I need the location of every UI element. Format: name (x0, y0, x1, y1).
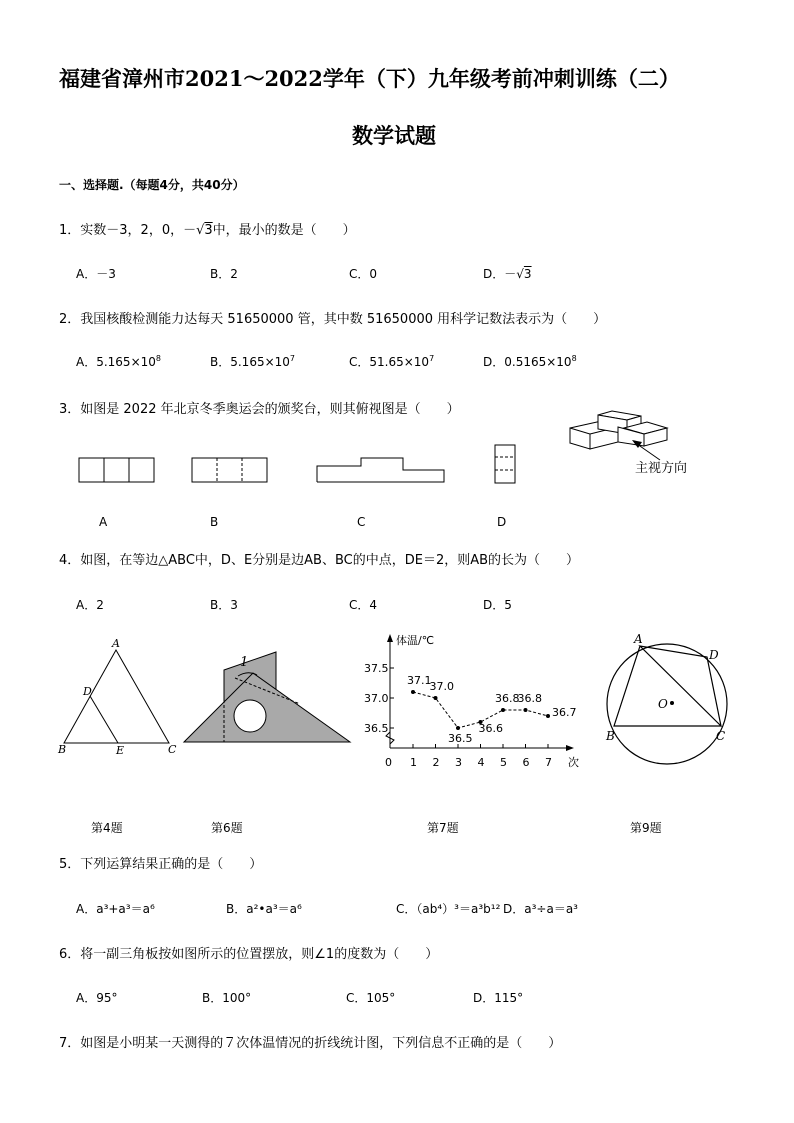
q2-option-b-exp: 7 (289, 354, 296, 363)
view-direction-label: 主视方向 (635, 461, 688, 476)
q1-option-d-prefix: D．－ (483, 267, 517, 281)
q5-option-a: A．a³+a³＝a⁶ (76, 902, 155, 916)
question-6: 6．将一副三角板按如图所示的位置摆放，则∠1的度数为（ ） (59, 947, 439, 962)
x-tick-label: 7 (545, 756, 552, 769)
q4-option-b: B．3 (210, 598, 238, 612)
data-point (546, 714, 550, 718)
q1-option-b: B．2 (210, 267, 238, 281)
x-tick-label: 2 (432, 756, 440, 769)
y-tick-label: 37.5 (364, 662, 389, 675)
fig4-label-d: D (83, 685, 92, 698)
q4-option-c: C．4 (349, 598, 378, 612)
page-subtitle: 数学试题 (352, 123, 436, 148)
question-1-text-a: 1．实数－3，2，0，－ (59, 223, 197, 238)
sqrt3-symbol: √3 (516, 267, 532, 281)
data-point (501, 708, 505, 712)
q6-option-d: D．115° (473, 991, 524, 1005)
q3-option-b-figure (192, 458, 267, 482)
fig9-label-a: A (634, 632, 643, 646)
fig4-label-c: C (168, 743, 177, 756)
data-label: 36.6 (478, 722, 503, 735)
q5-option-c: C．（ab⁴）³＝a³b¹² (396, 902, 501, 916)
figures-row (0, 630, 794, 770)
fig6-caption: 第6题 (211, 821, 243, 835)
q2-option-a (76, 353, 161, 370)
q2-option-c-exp: 7 (429, 354, 435, 363)
fig7-line-chart (364, 633, 579, 769)
sqrt3-symbol: √3 (196, 223, 213, 238)
q2-option-a-base: A．5.165×10 (76, 355, 156, 369)
q3-option-a-figure (79, 458, 154, 482)
fig4-label-b: B (58, 743, 67, 756)
fig4-label-a: A (112, 637, 120, 650)
q5-option-d: D．a³÷a＝a³ (503, 902, 578, 916)
question-1 (59, 219, 356, 238)
q1-option-c: C．0 (349, 267, 378, 281)
q5-option-b: B．a²•a³＝a⁶ (226, 902, 302, 916)
fig4-triangle (64, 650, 169, 743)
data-point (411, 690, 415, 694)
fig9-label-c: C (716, 729, 726, 743)
q2-option-c-base: C．51.65×10 (349, 355, 430, 369)
x-tick-label: 6 (522, 756, 530, 769)
q1-option-a: A．－3 (76, 267, 116, 281)
q6-option-c: C．105° (346, 991, 396, 1005)
q1-option-d (483, 265, 532, 282)
q2-option-c (349, 353, 434, 370)
q2-option-d-base: D．0.5165×10 (483, 355, 572, 369)
data-label: 37.1 (407, 674, 432, 687)
question-2: 2．我国核酸检测能力达每天 51650000 管，其中数 51650000 用科学记数法表示为（ ） (59, 312, 607, 327)
x-tick-label: 0 (385, 756, 392, 769)
data-label: 36.8 (517, 692, 542, 705)
q3-label-c: C (357, 515, 366, 529)
q2-option-a-exp: 8 (155, 354, 161, 363)
q2-option-b-base: B．5.165×10 (210, 355, 290, 369)
question-1-text-b: 中，最小的数是（ ） (212, 223, 356, 238)
q3-figures (0, 400, 794, 540)
y-tick-label: 37.0 (364, 692, 389, 705)
x-tick-label: 3 (455, 756, 462, 769)
x-axis-label: 次 (568, 756, 579, 769)
question-3: 3．如图是 2022 年北京冬季奥运会的颁奖台，则其俯视图是（ ） (59, 402, 460, 417)
q4-option-a: A．2 (76, 598, 104, 612)
fig9-label-d: D (709, 648, 719, 662)
x-tick-label: 5 (500, 756, 507, 769)
q3-label-d: D (497, 515, 507, 529)
data-point (434, 696, 438, 700)
y-axis-label: 体温/℃ (396, 634, 435, 647)
question-7: 7．如图是小明某一天测得的７次体温情况的折线统计图，下列信息不正确的是（ ） (59, 1036, 562, 1051)
q3-option-d-figure (495, 445, 515, 483)
question-4: 4．如图，在等边△ABC中，D、E分别是边AB、BC的中点，DE＝2，则AB的长为（ ） (59, 553, 580, 568)
x-tick-label: 4 (477, 756, 485, 769)
q2-option-b (210, 353, 295, 370)
data-point (524, 708, 528, 712)
y-axis-arrow (387, 634, 393, 642)
fig9-label-o: O (658, 697, 668, 711)
q2-option-d-exp: 8 (571, 354, 577, 363)
x-tick-label: 1 (410, 756, 417, 769)
q2-option-d (483, 353, 577, 370)
section-heading: 一、选择题.（每题4分，共40分） (59, 178, 245, 192)
fig7-caption: 第7题 (427, 821, 459, 835)
fig9-center-dot (670, 701, 674, 705)
data-label: 36.7 (552, 706, 577, 719)
fig6-angle-label: 1 (240, 655, 249, 670)
q3-label-a: A (99, 515, 108, 529)
y-tick-label: 36.5 (364, 722, 389, 735)
question-5: 5．下列运算结果正确的是（ ） (59, 857, 263, 872)
q3-label-b: B (210, 515, 219, 529)
q4-option-d: D．5 (483, 598, 512, 612)
podium-3d-figure (570, 411, 667, 449)
x-axis-arrow (566, 745, 574, 751)
q6-option-b: B．100° (202, 991, 252, 1005)
q6-option-a: A．95° (76, 991, 118, 1005)
data-point (456, 726, 460, 730)
fig4-caption: 第4题 (91, 821, 123, 835)
fig9-caption: 第9题 (630, 821, 662, 835)
page-title: 福建省漳州市2021～2022学年（下）九年级考前冲刺训练（二） (59, 66, 680, 91)
q3-option-c-figure (317, 458, 444, 482)
data-label: 36.8 (495, 692, 520, 705)
fig4-label-e: E (116, 744, 125, 757)
fig9-label-b: B (606, 729, 615, 743)
data-label: 36.5 (448, 732, 473, 745)
fig6-set-squares (184, 652, 350, 742)
data-label: 37.0 (429, 680, 454, 693)
